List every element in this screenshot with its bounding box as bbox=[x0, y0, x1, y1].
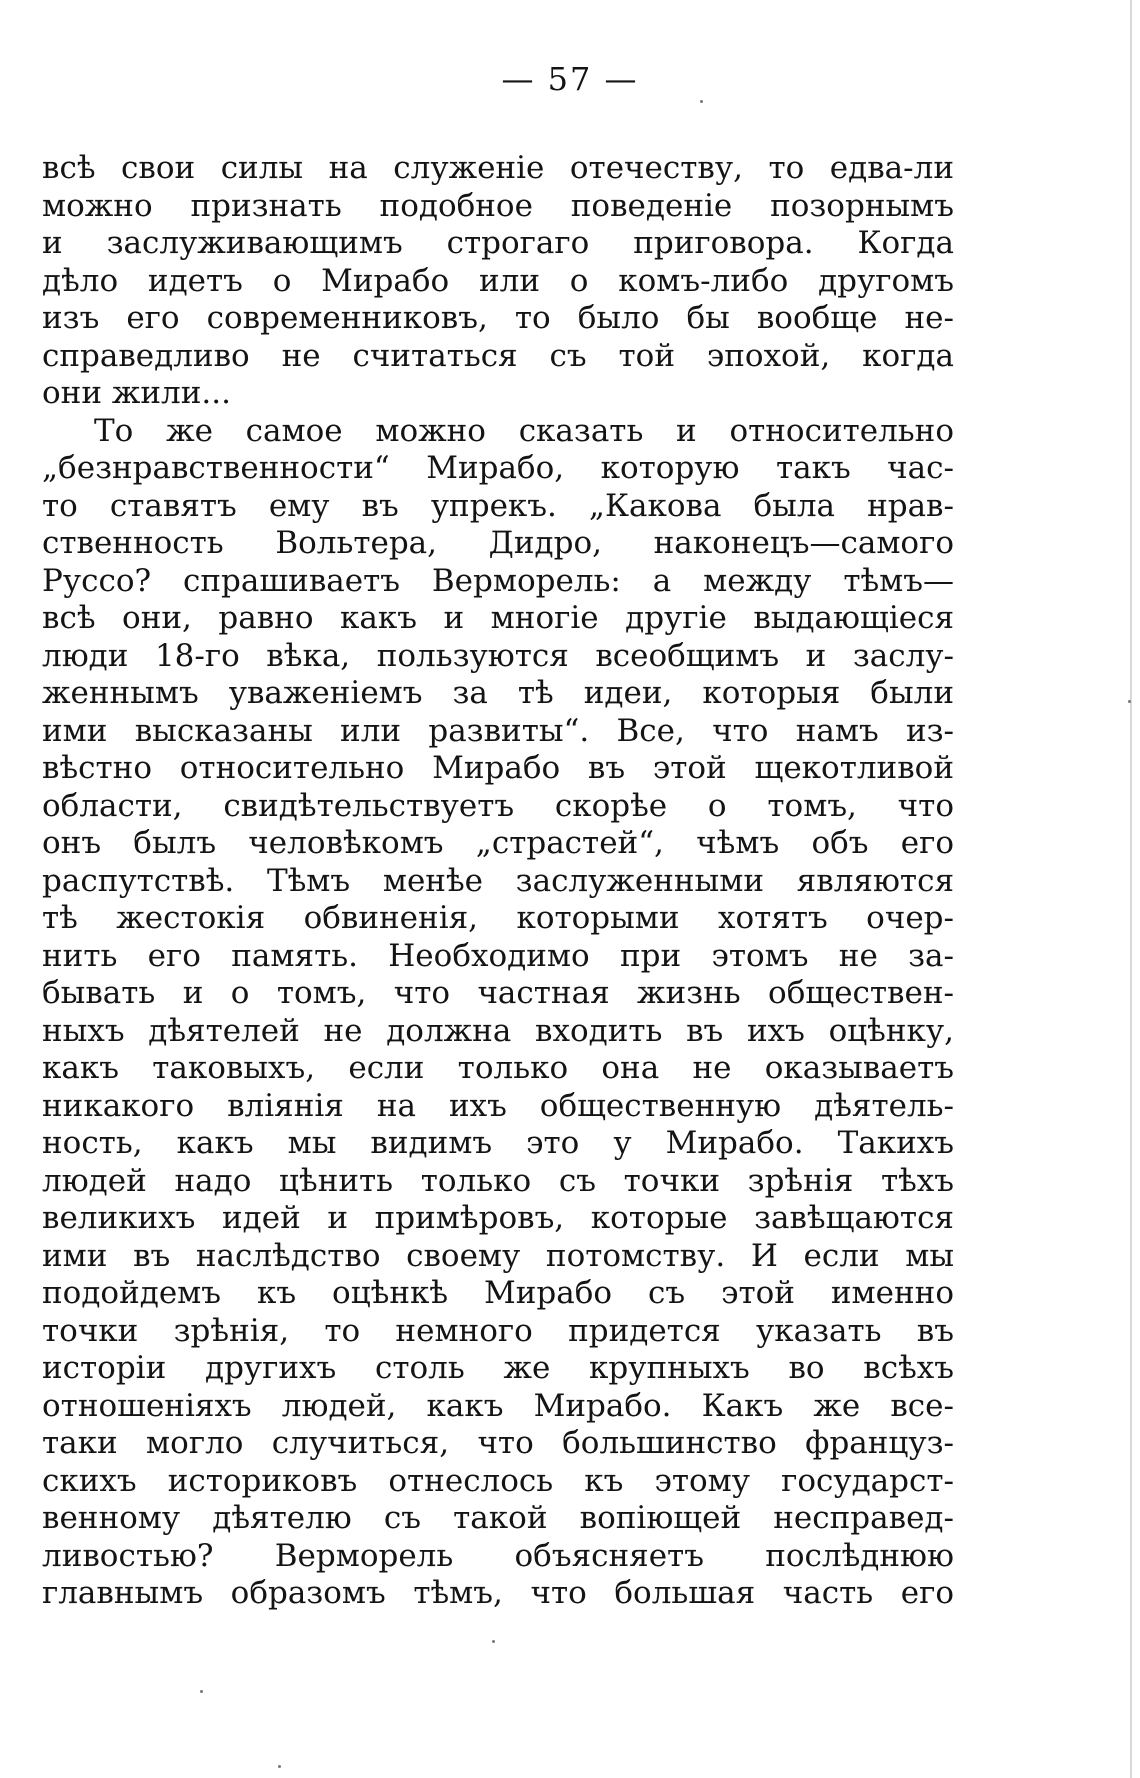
text-line: онъ былъ человѣкомъ „страстей“, чѣмъ объ его bbox=[42, 825, 954, 861]
paragraph-start-line: То же самое можно сказать и относительно bbox=[94, 412, 954, 449]
text-line: всѣ они, равно какъ и многіе другіе выдающіеся bbox=[42, 600, 954, 636]
text-line: ность, какъ мы видимъ это у Мирабо. Такихъ bbox=[42, 1125, 954, 1161]
text-line: бывать и о томъ, что частная жизнь обществен- bbox=[42, 975, 954, 1011]
text-line: люди 18-го вѣка, пользуются всеобщимъ и заслу- bbox=[42, 637, 954, 674]
text-line: справедливо не считаться съ той эпохой, когда bbox=[42, 337, 954, 374]
text-line: никакого вліянія на ихъ общественную дѣятель- bbox=[42, 1087, 954, 1124]
body-text bbox=[42, 150, 954, 1613]
text-line: женнымъ уваженіемъ за тѣ идеи, которыя были bbox=[42, 675, 954, 711]
text-line: какъ таковыхъ, если только она не оказываетъ bbox=[42, 1050, 954, 1086]
text-line: исторіи другихъ столь же крупныхъ во всѣхъ bbox=[42, 1350, 954, 1386]
text-line: ственность Вольтера, Дидро, наконецъ—самого bbox=[42, 525, 954, 561]
text-line: нить его память. Необходимо при этомъ не за- bbox=[42, 937, 954, 974]
text-line: всѣ свои силы на служеніе отечеству, то едва-ли bbox=[42, 150, 954, 186]
scan-speck bbox=[278, 1765, 281, 1768]
text-line: ныхъ дѣятелей не должна входить въ ихъ оцѣнку, bbox=[42, 1012, 954, 1049]
text-line: вѣстно относительно Мирабо въ этой щекотливой bbox=[42, 750, 954, 786]
text-line: и заслуживающимъ строгаго приговора. Когда bbox=[42, 225, 954, 261]
text-line: отношеніяхъ людей, какъ Мирабо. Какъ же все- bbox=[42, 1387, 954, 1424]
text-line: тѣ жестокія обвиненія, которыми хотятъ очер- bbox=[42, 900, 954, 936]
text-line: великихъ идей и примѣровъ, которые завѣщаются bbox=[42, 1200, 954, 1236]
text-line: области, свидѣтельствуетъ скорѣе о томъ, что bbox=[42, 787, 954, 824]
text-line: ими въ наслѣдство своему потомству. И если мы bbox=[42, 1237, 954, 1274]
page-edge-shadow bbox=[1130, 0, 1132, 1778]
scan-speck bbox=[200, 1690, 203, 1693]
text-line: людей надо цѣнить только съ точки зрѣнія тѣхъ bbox=[42, 1162, 954, 1199]
text-line: „безнравственности“ Мирабо, которую такъ час- bbox=[42, 450, 954, 486]
text-line: дѣло идетъ о Мирабо или о комъ-либо другомъ bbox=[42, 262, 954, 299]
text-line: они жили... bbox=[42, 375, 231, 411]
text-line: распутствѣ. Тѣмъ менѣе заслуженными являются bbox=[42, 862, 954, 899]
text-line: то ставятъ ему въ упрекъ. „Какова была нрав- bbox=[42, 487, 954, 524]
text-line: скихъ историковъ отнеслось къ этому государст- bbox=[42, 1462, 954, 1499]
scan-speck bbox=[1128, 700, 1131, 703]
text-line: изъ его современниковъ, то было бы вообще не- bbox=[42, 300, 954, 336]
text-line: подойдемъ къ оцѣнкѣ Мирабо съ этой именно bbox=[42, 1275, 954, 1311]
text-line: главнымъ образомъ тѣмъ, что большая часть его bbox=[42, 1575, 954, 1611]
text-line: Руссо? спрашиваетъ Верморель: а между тѣмъ— bbox=[42, 562, 954, 599]
text-line: можно признать подобное поведеніе позорнымъ bbox=[42, 187, 954, 224]
text-line: таки могло случиться, что большинство француз- bbox=[42, 1425, 954, 1461]
text-line: венному дѣятелю съ такой вопіющей несправед- bbox=[42, 1500, 954, 1536]
scan-speck bbox=[492, 1640, 495, 1643]
text-line: ливостью? Верморель объясняетъ послѣднюю bbox=[42, 1537, 954, 1574]
text-line: точки зрѣнія, то немного придется указать въ bbox=[42, 1312, 954, 1349]
text-line: ими высказаны или развиты“. Все, что намъ из- bbox=[42, 712, 954, 749]
scan-speck bbox=[700, 100, 703, 103]
page-number: — 57 — bbox=[501, 60, 639, 98]
